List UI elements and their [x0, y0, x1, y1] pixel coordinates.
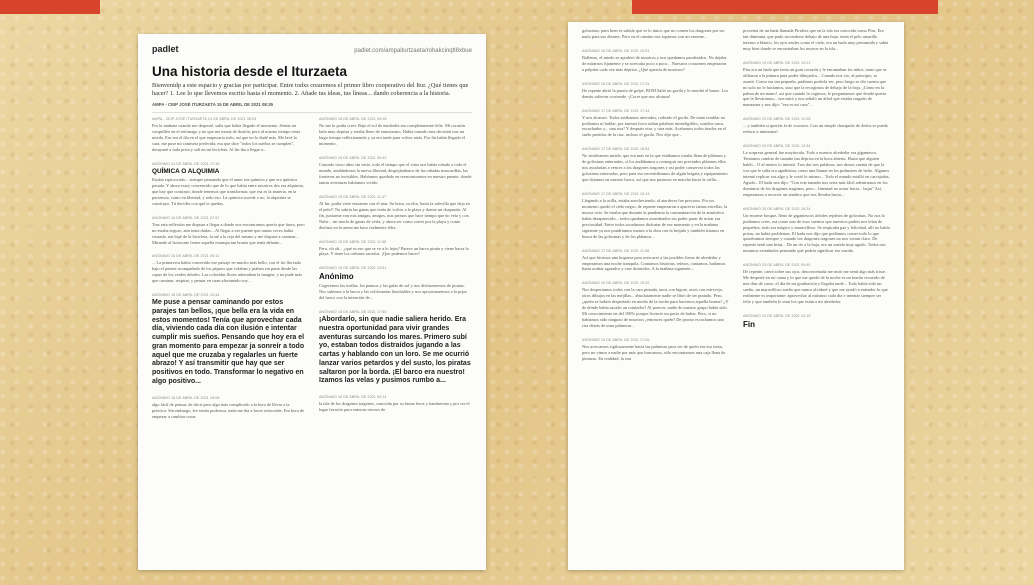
- post-card: [582, 82, 729, 100]
- post-body: Piru era un hada que tenía un gran corazón y le encantaban los niños, tanto que se afiliaron a la pintura para poder dibujarlos... Cuando nos vio, al principio, se asustó. Como era tan pequeña, pudimos poderla ver, pero luego se dio cuenta que no solo no le hacíamos, sino que la recogimos de debajo de la hoja. ¡Cómo en la palma de mi mano!, así que cuando la cogimos, le preguntamos que donde quería que la lleváramos... nos miró y nos señaló un árbol que estaba cargado de manzanas y nos dijo: "esa es mi casa"...: [743, 66, 887, 108]
- post-body: Un enorme bosque, lleno de gigantescos árboles repletos de golosinas. No nos lo podíamos creer, era como uno de esos cuentos que nuestros padres nos leían de pequeños, todo era mágico y maravilloso. Se respiraba paz y felicidad, allí no había prisas, no había problemas. El hada nos dijo que podíamos comer todo lo que quisiéramos siempre y cuando los dragones tragones no nos vieran claro. De repente sentí una brisa... De un tío a la hoja, era un sonido muy agudo. Todos nos miramos extrañados pensando qué podría significar ese sonido.: [743, 212, 890, 254]
- post-meta: AMPA - CEIP JOSÉ ITURZAETA 14 DE ABRIL DE 2021 08:03: [152, 117, 257, 122]
- post-body: De repente abrió la puerta de golpe. BOM Salió un gorila y le mordió el brazo. Los demás salieron corriendo -¡Corre que nos alcanza!: [582, 87, 729, 99]
- page-title: Una historia desde el Iturzaeta: [152, 64, 348, 79]
- post-card: [152, 293, 305, 387]
- post-meta: ANÓNIMO 17 DE ABRIL DE 2021 17:44: [582, 108, 650, 113]
- padlet-logo: padlet: [152, 44, 179, 54]
- post-card: [152, 396, 305, 420]
- post-meta: ANÓNIMO 19 DE ABRIL DE 2021 19:21: [743, 60, 811, 65]
- post-meta: ANÓNIMO 15 DE ABRIL DE 2021 17:50: [319, 310, 387, 315]
- post-title: Anónimo: [319, 272, 354, 282]
- post-card: [582, 28, 729, 40]
- post-card: [743, 144, 890, 198]
- post-body: la isla de los dragones tragones, conocida por su fauna feroz y hambrienta y por ser el lugar favorito para enterrar tesoros de: [319, 401, 470, 413]
- post-body: ¡Abordarlo, sin que nadie saliera herido. Era nuestra oportunidad para vivir grandes aventuras surcando los mares. Primero subí yo, estaban todos distraídos jugando a las cartas y hablando con un loro. Se me ocurrió lanzar varios petardos y del susto, los piratas saltaron por la borda. ¡El barco era nuestro! Izamos las velas y pusimos rumbo a...: [319, 316, 471, 385]
- post-title: QUÍMICA O ALQUIMIA: [152, 168, 220, 176]
- padlet-page-left: [138, 34, 486, 570]
- post-body: Al fin, podía verte entrarme con el mar. Su brisa, su olor, hasta la salecilla que deja en el pelo!! No sabría las ganas que tenía de volver a la playa y darme un chapuzón. Al fin, juntarme con mis amigas, amigos, mis primos que hace tiempo que no veía y con Nube... mi morla de ganas de verla, y ahora ser como correr por la playa y como disfruta en la arena me hace realmente feliz.: [319, 200, 470, 230]
- post-card: [743, 28, 890, 52]
- post-body: Así que hicimos una hoguera para acercarse a las posibles fieras de alrededor y empezamos una noche tranquila. Contamos historias, reímos, cantamos, bailamos hasta acabar agotados y caer dormidos. A la mañana siguiente...: [582, 254, 726, 272]
- post-card: [582, 147, 729, 183]
- divider: [152, 112, 472, 113]
- padlet-url: padlet.com/ampaiturtzaeta/rohakcinqtl8xbue: [354, 48, 472, 54]
- post-card: [743, 263, 890, 305]
- post-card: [582, 249, 729, 273]
- post-body: Tras esta reflexión me dispuse a llegar a donde nos encontramos quería que fuera, pero no estaba seguro, aún tenía dudas... Al llegar a ese puente que tantas veces había cruzado, me bajé de la bicicleta, la até a la reja del mismo y me dispuse a caminar... Mirando al horizonte frente aquella estampa tan bonita que tenía delante...: [152, 221, 305, 245]
- post-meta: ANÓNIMO 16 DE ABRIL DE 2021 09:11: [152, 254, 220, 259]
- post-body: De repente, caerá sobre sus ojos, desconcertada me miró me sentí algo más triste. Me desperté en mi cama y lo que me quedó de la noche es un bonito recuerdo de mis días de curso, el día de mi graduación y llegaba tarde... Todo había sido un sueño, un maravilloso sueño que nunca olvidaré y que me ayudó a entender lo que realmente es importante: aprovechar al máximo cada día e intentar siempre ser feliz y que también lo sean los que están a mi alrededor.: [743, 269, 888, 304]
- post-meta: ANÓNIMO 19 DE ABRIL DE 2021 17:55: [582, 337, 650, 342]
- post-body: Pero, oh oh... ¿qué es eso que se ve a lo lejos? Parece un barco pirata y viene hacia la playa. Y tiene los cañones sacados. ¡Que podemos hacer?: [319, 245, 469, 257]
- post-body: Estaba equivocado... siempre pensando que el amor era química y que era química pasada. Y ahora estoy convencido que de lo que había entre nosotros dos era alquimia, que hay que construir, donde tenemos que transformar, que esa es la materia, en la paciencia, como en libertad, y todo eso. La química sucede o no, la alquimia se construye. Tú decides con qué te quedas.: [152, 177, 304, 206]
- post-body: Me puse a pensar caminando por estos parajes tan bellos, ¡que bella era la vida en estos momentos! Tenía que aprovechar cada día, viviendo cada día con ilusión e intentar cumplir mis sueños. Pensando que hoy era el gran momento para empezar ja sonreír a todo aquel que me cruzaba y regalarles un fuerte abrazo! Y así transmitir que hay que ser positivos en todo. Transformar lo negativo en algo positivo...: [152, 299, 305, 385]
- post-body: Cansado cinco años sin verte, todo el tiempo que el virus nos había robado a todo el mundo, anulándonos la nueva libertad, despojándonos de las odiadas mascarillas, las fronteras no invisibles. Habíamos quedado en reencontrarnos en nuestro puente, donde tantas aventuras habíamos vivido.: [319, 162, 472, 185]
- padlet-header: [152, 44, 472, 54]
- page-author-date: AMPA - CEIP JOSÉ ITURZAETA 15 DE ABRIL DE 2021 08:35: [152, 102, 273, 108]
- post-meta: ANÓNIMO 19 DE ABRIL DE 2021 15:32: [582, 281, 650, 286]
- post-meta: ANÓNIMO 17 DE ABRIL DE 2021 18:54: [582, 147, 650, 152]
- post-card: [319, 395, 472, 413]
- post-body: No me lo podía creer. Bajo el sol de mediodía era completamente feliz. Mi corazón latía muy deprisa y estaba lleno de entusiasmo. Había tomado esta decisión tras un largo tiempo reflexionando y ya era tarde para volver atrás. Por fin había llegado el momento.: [319, 123, 466, 147]
- post-card: [582, 338, 729, 362]
- post-card: [582, 109, 729, 139]
- post-body: Por la mañana cuando me desperté, salía que había llegado el momento. Sentía un cosquilleo en el estómago y no que me moría de ilusión, pero al mismo tiempo tenía miedo. Ese era el día en el que empezaría todo, así que no lo dudé más. Me lavé la cara, me puse mi camiseta preferida, esa que dice "todos los sueños se cumplen", desayuné a toda prisa y salí en mi bicicleta. Al fin iba a llegar a...: [152, 123, 301, 153]
- post-card: [319, 195, 472, 231]
- post-meta: ANÓNIMO 15 DE ABRIL DE 2021 09:18: [319, 117, 387, 122]
- right-column-1: [582, 28, 729, 371]
- post-body: ... La primavera había convertido ese paisaje en mucho más bello, con el tío floreado bajo el puente acompañado de los pájaros que volaban y piaban sin parar desde las copas de los verdes árboles. Las coloridas flores adornaban la imagen, y no pude más que caminar, respirar, y pensar en cuan afortunado soy...: [152, 260, 302, 284]
- padlet-page-right: [568, 22, 904, 570]
- post-card: [582, 49, 729, 73]
- post-card: [743, 207, 890, 255]
- post-meta: ANÓNIMO 16 DE ABRIL DE 2021 17:24: [582, 81, 650, 86]
- post-body: Nos acercamos sigilosamente hacia las palmeras para ver de quién era esa risita, pero no vimos a nadie por más que buscamos, sólo encontramos una caja llena de pinturas. En realidad, la risa: [582, 343, 726, 361]
- post-body: Nos despertamos todos con la cara pintada, unos con bigote, otros con estrecejo, otros dibujos en las mejillas... absolutamente nadie se libró de ser pintado. Pero, ¿quién se habría despertado en medio de la noche para hacernos aquella broma? ¿Y de dónde había sacado un rotulador? Al parecer, nadie de nuestro grupo había sido. Mi conocimiento en del 100% porque licencie un pacto de babas. Pero, si no habíamos sido ninguno de nosotros ¿entonces quién? De pronto escuchamos una risa detrás de unas palmeras...: [582, 287, 729, 328]
- left-column-1: [152, 117, 305, 428]
- post-card: [319, 240, 472, 258]
- post-meta: ANÓNIMO 15 DE ABRIL DE 2021 14:51: [319, 266, 387, 271]
- post-meta: ANÓNIMO 15 DE ABRIL DE 2021 11:37: [319, 194, 387, 199]
- post-body: ... y también si queréis la de vosotros. Con un simple chasquido de dedos se puedo reducir a miniatura!: [743, 123, 888, 135]
- post-meta: ANÓNIMO 20 DE ABRIL DE 2021 13:34: [743, 144, 811, 149]
- post-body: algo fácil de pensar, de decir pero algo más complicado a la hora de llevar a la práctica. Sin embargo, lee sentía poderosa, nada me iba a hacer retroceder. Era hora de empezar a cambiar cosas: [152, 401, 305, 419]
- post-title: Fin: [743, 319, 755, 329]
- post-card: [743, 61, 890, 109]
- post-body: Cogeremos las toallas, los panuos y las gafas de sol y nos disfrazaremos de piratas. Nos subimos a la barca y las colchonetas hinchables y nos aproximaremos a la popa del barco con la intención de...: [319, 283, 467, 301]
- post-body: La sorpresa general fue mayúscula. Todo a nuestro alrededor era gigantesco. Teníamos cambio de tamaño tan deprisa en la boca abierta. Hasta que alguien habló... O al menos lo intentó. Tras dar tres palabras, nos dimos cuenta de que la voz que le salía era agudísima, como una llamar en los pulmones de helio. Algunos intentó replicar sus algo y le costó lo mismo... Todo el mundo estalló en carcajadas. Aguda... El hada nos dijo: "Con este tamaño nos sería más fácil adentrarnos en los dominios de los dragones tragones, pero... Intentad no mirar hacia... bajar" Así, empezamos a recorrer un sendero que nos llevaba hacia...: [743, 150, 890, 197]
- post-card: [319, 156, 472, 186]
- post-meta: ANÓNIMO 23 DE ABRIL DE 2021 09:40: [743, 263, 811, 268]
- post-meta: ANÓNIMO 15 DE ABRIL DE 2021 09:42: [319, 156, 387, 161]
- post-card: [152, 216, 305, 246]
- post-meta: ANÓNIMO 14 DE ABRIL DE 2021 17:36: [152, 162, 220, 167]
- post-body: golosinas; pues bien es sabido que es lo único que no comen los dragones por ser malo para sus dientes. Pero en el camino nos topamos con un enorme...: [582, 28, 725, 39]
- post-meta: ANÓNIMO 16 DE ABRIL DE 2021 10:44: [152, 293, 220, 298]
- post-meta: ANÓNIMO 16 DE ABRIL DE 2021 09:14: [319, 395, 387, 400]
- post-meta: ANÓNIMO 20 DE ABRIL DE 2021 18:24: [743, 206, 811, 211]
- post-body: Y nos alcanzó. Todos estábamos aterrados, rodeado el gorila. De tanto temblar no podíamos ni hablar, por nuestra boca salían palabras ininteligibles, sonidos raros, escuchados y... una risa? Y después otra, y otra más. Acabamos todos tirados en el suelo partidos de la risa, incluso el gorila. Nos dijo que...: [582, 114, 727, 138]
- right-column-2: [743, 28, 890, 371]
- post-card: [152, 162, 305, 207]
- post-meta: ANÓNIMO 17 DE ABRIL DE 2021 11:08: [582, 248, 650, 253]
- red-decoration-left: [0, 0, 100, 14]
- post-card: [582, 281, 729, 329]
- post-card: [319, 117, 472, 147]
- post-card: [319, 310, 472, 386]
- post-card: [152, 254, 305, 284]
- post-meta: ANÓNIMO 23 DE ABRIL DE 2021 10:19: [743, 313, 811, 318]
- left-column-2: [319, 117, 472, 428]
- post-body: No sintiéramos miedo, que era más en la que estábamos estaba llena de plátanos y de golosinas enterradas, si los andábamos a conseguir sus preciados plátanos ellos nos ayudarían a vencer a los dragones tragones y así poder conservar todos las golosinas enterradas, pero para eso necesitábamos de algún brigata y equipamiento que dejamos en nuestro barco, así que nos pusimos en marcha hacia la orilla...: [582, 153, 728, 183]
- post-card: [319, 266, 472, 301]
- post-meta: ANÓNIMO 16 DE ABRIL DE 2021 18:08: [152, 395, 220, 400]
- post-card: [582, 192, 729, 240]
- page-intro: Bienvenidp a este espacio y gracias por participar. Entre todxs crearemos el primer libro cooperativo del Itur. ¿Qué tienes que hacer? 1. Lee lo que llevemos escrito hasta el momento. 2. Añade tus ideas, tus líneas... dando coherencia a la historia.: [152, 82, 469, 98]
- post-meta: ANÓNIMO 15 DE ABRIL DE 2021 11:58: [319, 239, 387, 244]
- post-meta: ANÓNIMO 16 DE ABRIL DE 2021 10:01: [582, 48, 650, 53]
- post-card: [743, 314, 890, 329]
- post-meta: ANÓNIMO 16 DE ABRIL DE 2021 07:57: [152, 215, 220, 220]
- post-card: [152, 117, 305, 153]
- post-body: provenía de un hada llamada Pirulera que en la isla era conocida como Piru. Era tan diminuta, que pudo esconderse debajo de una hoja. tenía el pelo amarillo intenso a blanco, los ojos azules como el cielo, era un hada muy presumida y sabía muy bien donde se encontraban los tesoros en la isla...: [743, 28, 889, 51]
- post-body: Llegando a la orilla, estaba anocheciendo, al atardecer fue precioso. Por un momento quedó el cielo negro, de repente empezaron a aparecer tantas estrellas, la mucsa veio. Se estaba que durante la pandemia la contaminación de la atmósfera había desaparecido... todos quedamos asombrados sin poder parar de mirar esa preciosidad. Entre todos acordamos disfrutar de ese momento y en la mañana siguiente ya nos pondríamos manos a la obra con la brújula y también iríamos en busca de las golosinas y de los plátanos...: [582, 198, 728, 239]
- post-body: Ballenas, el miedo se apoderó de nosotros y nos quedamos paralizados. No dejaba de mirarnos fijamente y se acercaba poco a poco... Nuestros corazones empezaron a palpitar cada vez más deprisa. ¿Qué querría de nosotros?: [582, 54, 727, 72]
- red-decoration-right: [632, 0, 938, 14]
- post-meta: ANÓNIMO 17 DE ABRIL DE 2021 19:13: [582, 192, 650, 196]
- post-card: [743, 117, 890, 135]
- post-meta: ANÓNIMO 20 DE ABRIL DE 2021 12:08: [743, 117, 811, 122]
